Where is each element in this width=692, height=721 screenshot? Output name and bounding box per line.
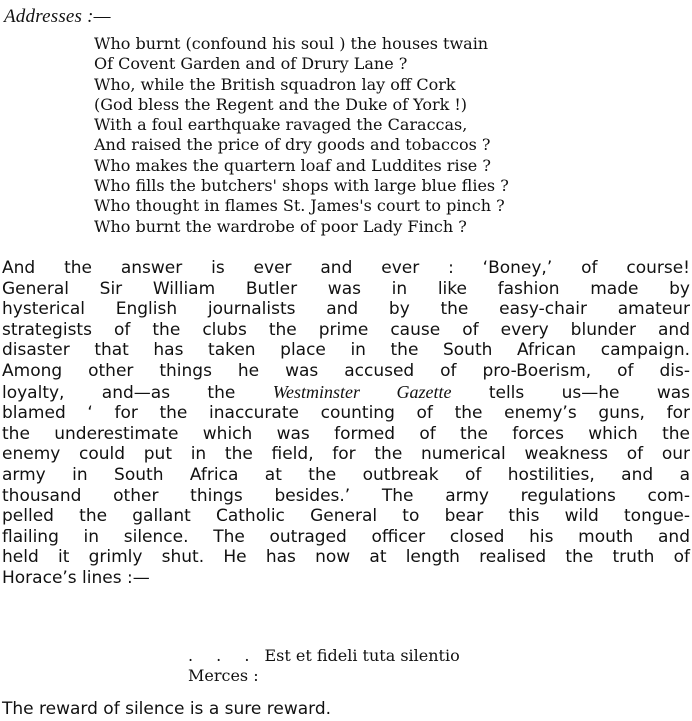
prose-line: thousand other things besides.’ The army regulations com- (2, 485, 690, 506)
prose-paragraph (2, 258, 690, 589)
prose-line: held it grimly shut. He has now at length realised the truth of (2, 547, 690, 568)
closing-translation: The reward of silence is a sure reward. (2, 699, 332, 719)
verse-line: Who thought in flames St. James's court to pinch ? (94, 196, 505, 216)
prose-text: loyalty, and—as the (2, 382, 236, 403)
publication-title: Westminster Gazette (272, 381, 452, 402)
prose-line: the underestimate which was formed of the forces which the (2, 423, 690, 444)
prose-line: General Sir William Butler was in like fashion made by (2, 278, 690, 299)
addresses-heading: Addresses :— (4, 6, 111, 27)
prose-text: tells us—he was (488, 382, 691, 403)
prose-line: flailing in silence. The outraged officer closed his mouth and (2, 526, 690, 547)
latin-text: Est et fideli tuta silentio (264, 646, 460, 665)
verse-line: Who burnt the wardrobe of poor Lady Finch ? (94, 216, 467, 236)
prose-line: strategists of the clubs the prime cause of every blunder and (2, 319, 690, 340)
prose-line: Horace’s lines :— (2, 567, 150, 588)
prose-line: disaster that has taken place in the South African campaign. (2, 340, 690, 361)
prose-line: And the answer is ever and ever : ‘Boney,’ of course! (2, 258, 690, 278)
verse-line: Who burnt (confound his soul ) the houses twain (94, 34, 489, 53)
verse-line: With a foul earthquake ravaged the Caraccas, (94, 115, 468, 135)
verse-line: Who fills the butchers' shops with large blue flies ? (94, 176, 509, 196)
prose-line (2, 382, 690, 404)
verse-line: And raised the price of dry goods and tobaccos ? (94, 135, 491, 155)
verse-line: Of Covent Garden and of Drury Lane ? (94, 54, 408, 74)
prose-line: blamed ‘ for the inaccurate counting of the enemy’s guns, for (2, 403, 690, 424)
latin-quotation (188, 646, 460, 686)
prose-line: army in South Africa at the outbreak of hostilities, and a (2, 464, 690, 485)
prose-line: enemy could put in the field, for the numerical weakness of our (2, 444, 690, 465)
verse-line: (God bless the Regent and the Duke of York !) (94, 94, 468, 114)
prose-line: hysterical English journalists and by the easy-chair amateur (2, 299, 690, 320)
verse-block (94, 34, 684, 237)
latin-line: Merces : (188, 666, 259, 685)
latin-line (188, 646, 460, 666)
prose-line: Among other things he was accused of pro-Boerism, of dis- (2, 360, 690, 381)
ellipsis: . . . (188, 646, 259, 665)
verse-line: Who makes the quartern loaf and Luddites rise ? (94, 155, 491, 175)
verse-line: Who, while the British squadron lay off Cork (94, 74, 456, 94)
prose-line: pelled the gallant Catholic General to bear this wild tongue- (2, 506, 690, 527)
